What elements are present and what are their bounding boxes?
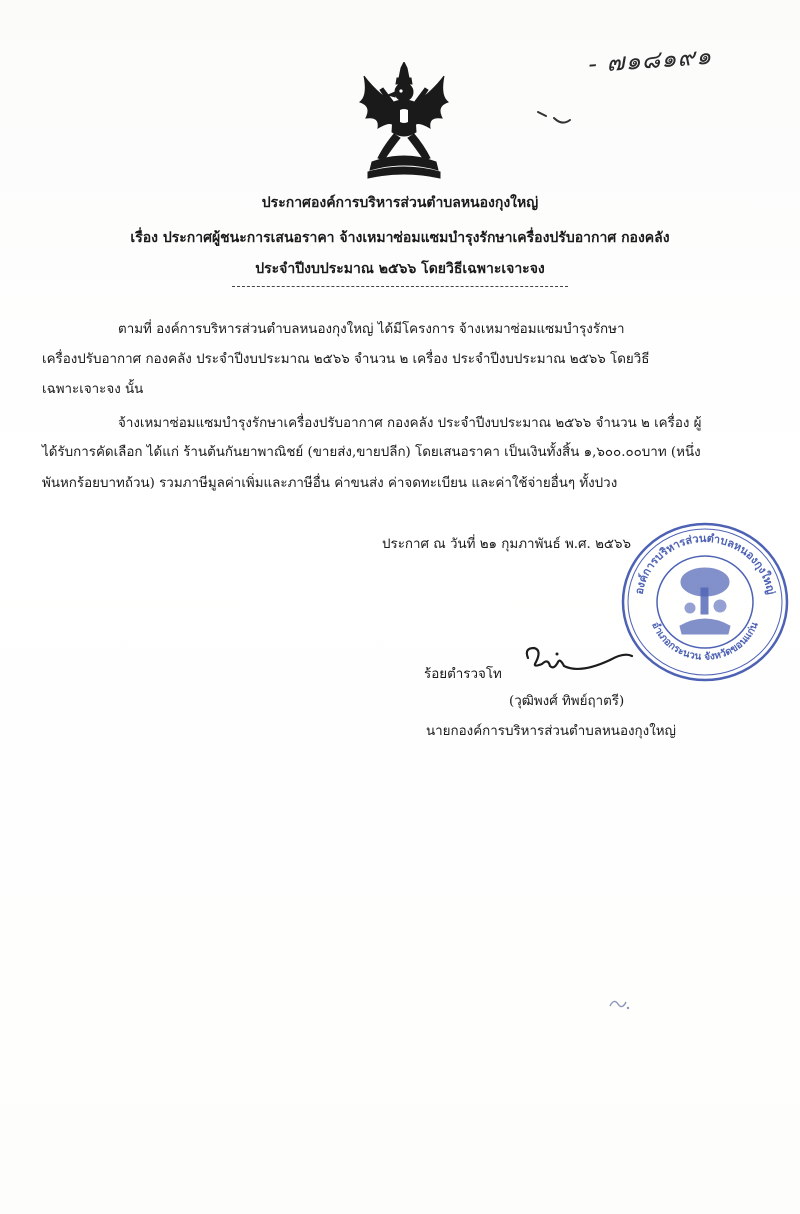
announcement-date: ประกาศ ณ วันที่ ๒๑ กุมภาพันธ์ พ.ศ. ๒๕๖๖ <box>382 537 632 552</box>
seal-text-top: องค์การบริหารส่วนตำบลหนองกุงใหญ่ <box>632 531 778 596</box>
body-line: เฉพาะเจาะจง นั้น <box>42 382 144 397</box>
body-line: ตามที่ องค์การบริหารส่วนตำบลหนองกุงใหญ่ ได้มีโครงการ จ้างเหมาซ่อมแซมบำรุงรักษา <box>118 322 625 337</box>
body-line: พันหกร้อยบาทถ้วน) รวมภาษีมูลค่าเพิ่มและภาษีอื่น ค่าขนส่ง ค่าจดทะเบียน และค่าใช้จ่ายอื่นๆ ทั้งปวง <box>42 476 618 491</box>
body-line: ได้รับการคัดเลือก ได้แก่ ร้านต้นกันยาพาณิชย์ (ขายส่ง,ขายปลีก) โดยเสนอราคา เป็นเงินทั้งสิ้น ๑,๖๐๐.๐๐บาท (หนึ่ง <box>42 445 701 460</box>
pen-marks <box>536 108 576 128</box>
signer-position: นายกองค์การบริหารส่วนตำบลหนองกุงใหญ่ <box>426 724 676 739</box>
signer-name: (วุฒิพงศ์ ทิพย์ฤาตรี) <box>509 694 625 709</box>
document-title: ประกาศองค์การบริหารส่วนตำบลหนองกุงใหญ่ <box>261 195 539 211</box>
signer-rank: ร้อยตำรวจโท <box>424 667 502 682</box>
document-subject-continued: ประจำปีงบประมาณ ๒๕๖๖ โดยวิธีเฉพาะเจาะจง <box>255 261 545 277</box>
handwritten-note: - ๗๑๘๑๙๑ <box>587 41 714 79</box>
body-line: จ้างเหมาซ่อมแซมบำรุงรักษาเครื่องปรับอากาศ กองคลัง ประจำปีงบประมาณ ๒๕๖๖ จำนวน ๒ เครื่อง ผู้ <box>118 416 702 431</box>
document-subject: เรื่อง ประกาศผู้ชนะการเสนอราคา จ้างเหมาซ่อมแซมบำรุงรักษาเครื่องปรับอากาศ กองคลัง <box>130 230 670 246</box>
body-line: เครื่องปรับอากาศ กองคลัง ประจำปีงบประมาณ ๒๕๖๖ จำนวน ๒ เครื่อง ประจำปีงบประมาณ ๒๕๖๖ โดยวิธี <box>42 352 650 367</box>
official-seal-stamp <box>616 516 794 686</box>
handwritten-signature <box>520 640 640 690</box>
stray-ink-mark <box>606 994 632 1014</box>
garuda-emblem-icon <box>354 62 454 180</box>
dashed-separator <box>232 286 568 287</box>
seal-text-bottom: อำเภอกระนวน จังหวัดขอนแก่น <box>649 620 761 663</box>
